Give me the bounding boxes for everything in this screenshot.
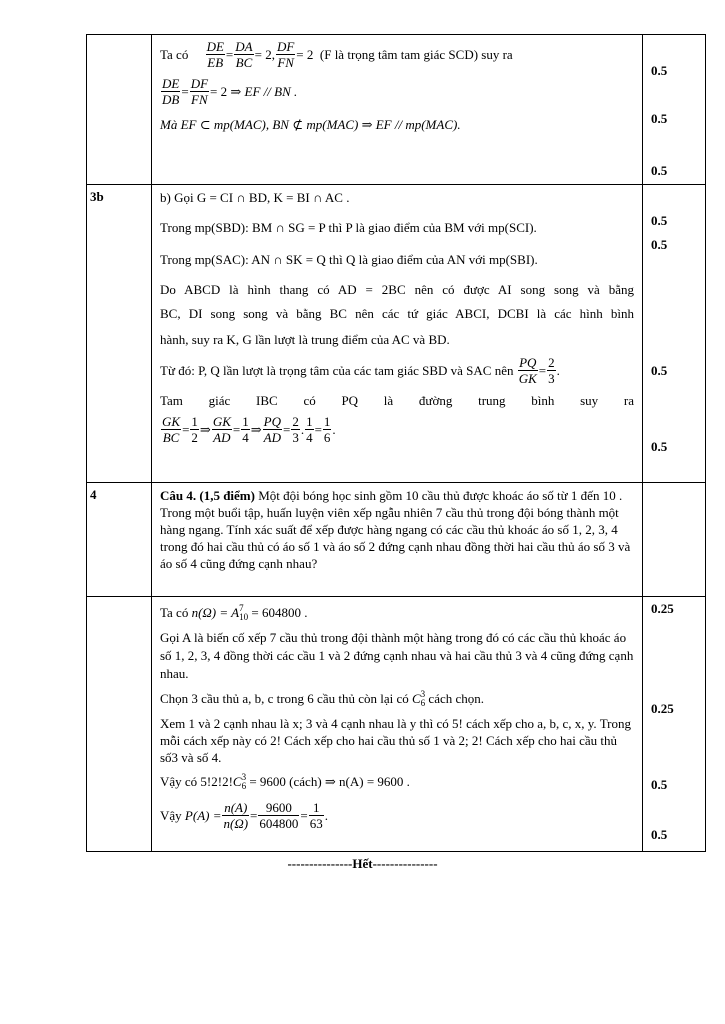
fraction: $\frac{1}{4}$ <box>242 414 249 445</box>
score-cell <box>643 35 706 185</box>
score: 0.5 <box>651 237 668 252</box>
text-line: Tam giác IBC có PQ là đường trung bình suy ra <box>160 393 634 408</box>
score: 0.5 <box>651 363 668 378</box>
formula: C <box>232 774 242 789</box>
row-content: Ta có $\frac{DE}{EB}$ = $\frac{DA}{BC}$ = 2, $\frac{DF}{FN}$ = 2 (F là trọng tâm tam giác SCD) suy ra $\frac{DE}{DB}$ = $\frac{DF}{FN}$ = 2 ⇒ EF // BN . Mà EF ⊂ mp(MAC), BN ⊄ mp(MAC) ⇒ EF // mp(MAC). <box>152 35 643 185</box>
end-marker: ---------------Hết--------------- <box>287 856 438 871</box>
fraction: $\frac{2}{3}$ <box>292 414 299 445</box>
question-cell <box>152 483 643 597</box>
table-row <box>87 483 706 597</box>
row-number <box>87 597 152 852</box>
score-cell <box>643 597 706 852</box>
text-line: ⇒ EF // BN . <box>230 83 298 99</box>
text-line: Ta có <box>160 605 189 620</box>
fraction: $\frac{DF}{FN}$ <box>190 76 209 107</box>
text-line: Xem 1 và 2 cạnh nhau là x; 3 và 4 cạnh nhau là y thì có 5! cách xếp cho a, b, c, x, y. Trong mỗi cách xếp này có 2! Cách xếp cho hai cầu thủ số 1 và 2; 2! Cách xếp cho hai cầu thủ số3 và số 4. <box>160 716 632 765</box>
fraction: $\frac{GK}{AD}$ <box>212 414 231 445</box>
score: 0.25 <box>651 601 674 616</box>
text-line: Vậy <box>160 807 182 823</box>
fraction: $\frac{DF}{FN}$ <box>276 39 295 70</box>
fraction: $\frac{PQ}{GK}$ <box>518 355 537 386</box>
fraction: $\frac{9600}{604800}$ <box>259 800 299 831</box>
row-content: Ta có n(Ω) = A 7 10 = 604800 . Gọi A là biến cố xếp 7 cầu thủ trong đội thành một hàng trong đó có các cầu thủ khoác áo số 1, 2, 3, 4 đồng thời các cầu 1 và 2 đứng cạnh nhau và hai cầu thủ 3 và 4 cũng đứng cạnh nhau. Chọn 3 cầu thủ a, b, c trong 6 cầu thủ còn lại có C 3 6 cách chọn. Xem 1 và 2 cạnh nhau là x; 3 và 4 cạnh nhau là y thì có 5! cách xếp cho a, b, c, x, y. Trong mỗi cách xếp này có 2! Cách xếp cho hai cầu thủ số 1 và 2; 2! Cách xếp cho hai cầu thủ số3 và số 4. Vậy có 5!2!2! C 3 6 = 9600 (cách) ⇒ n(A) = 9600 . Vậy P(A) = $\frac{n(A)}{n(\Omega)}$ = $\frac{9600}{604800}$ = $\frac{1}{63}$ . <box>152 597 643 852</box>
text-line: Trong mp(SBD): BM ∩ SG = P thì P là giao điểm của BM với mp(SCI). <box>160 220 537 235</box>
score: 0.5 <box>651 777 668 792</box>
score-cell <box>643 483 706 597</box>
score-cell <box>643 185 706 483</box>
fraction: $\frac{DA}{BC}$ <box>235 39 253 70</box>
row-number <box>87 35 152 185</box>
row-number: 4 <box>87 483 152 597</box>
score: 0.5 <box>651 439 668 454</box>
table-row <box>87 185 706 483</box>
question-title: Câu 4. (1,5 điểm) <box>160 488 255 503</box>
row-content: b) Gọi G = CI ∩ BD, K = BI ∩ AC . Trong mp(SBD): BM ∩ SG = P thì P là giao điểm của BM với mp(SCI). Trong mp(SAC): AN ∩ SK = Q thì Q là giao điểm của AN với mp(SBI). Do ABCD là hình thang có AD = 2BC nên có được AI song song và bằng BC, DI song song và bằng BC nên các tứ giác ABCI, DCBI là các hình bình hành, suy ra K, G lần lượt là trung điểm của AC và BD. Từ đó: P, Q lần lượt là trọng tâm của các tam giác SBD và SAC nên $\frac{PQ}{GK}$ = $\frac{2}{3}$ . Tam giác IBC có PQ là đường trung bình suy ra $\frac{GK}{BC}$ = $\frac{1}{2}$ ⇒ $\frac{GK}{AD}$ = $\frac{1}{4}$ ⇒ $\frac{PQ}{AD}$ = $\frac{2}{3}$ . $\frac{1}{4}$ = $\frac{1}{6}$ . <box>152 185 643 483</box>
text-line: BC, DI song song và bằng BC nên các tứ giác ABCI, DCBI là các hình bình <box>160 306 634 321</box>
fraction: $\frac{1}{2}$ <box>191 414 198 445</box>
text-line: cách chọn. <box>428 691 485 706</box>
text-line: Ta có <box>160 46 189 62</box>
text-line: Trong mp(SAC): AN ∩ SK = Q thì Q là giao điểm của AN với mp(SBI). <box>160 252 538 267</box>
text-line: Gọi A là biến cố xếp 7 cầu thủ trong đội thành một hàng trong đó có các cầu thủ khoác áo số 1, 2, 3, 4 đồng thời các cầu 1 và 2 đứng cạnh nhau và hai cầu thủ 3 và 4 cũng đứng cạnh nhau. <box>160 630 634 681</box>
formula: C <box>412 691 421 706</box>
formula: n(Ω) = A <box>191 605 240 620</box>
fraction: $\frac{1}{63}$ <box>309 800 323 831</box>
text-line: Vậy có 5!2!2! <box>160 774 233 789</box>
question-text <box>160 487 634 572</box>
formula: 7 10 <box>239 603 249 622</box>
text-line: (F là trọng tâm tam giác SCD) suy ra <box>319 46 513 62</box>
text-line: b) Gọi G = CI ∩ BD, K = BI ∩ AC . <box>160 190 350 205</box>
score: 0.5 <box>651 111 668 126</box>
text-line: = 9600 (cách) ⇒ n(A) = 9600 . <box>249 774 410 789</box>
score: 0.5 <box>651 63 668 78</box>
score: 0.25 <box>651 701 674 716</box>
score: 0.5 <box>651 163 668 178</box>
text-line: Chọn 3 cầu thủ a, b, c trong 6 cầu thủ còn lại có <box>160 691 409 706</box>
text-line: Từ đó: P, Q lần lượt là trọng tâm của các tam giác SBD và SAC nên <box>160 362 514 378</box>
fraction: $\frac{DE}{DB}$ <box>162 76 180 107</box>
answer-table <box>86 34 706 852</box>
table-row <box>87 597 706 852</box>
formula: 3 6 <box>420 689 426 708</box>
text-line: Mà EF ⊂ mp(MAC), BN ⊄ mp(MAC) ⇒ EF // mp(MAC). <box>160 117 461 132</box>
table-row <box>87 35 706 185</box>
score: 0.5 <box>651 213 668 228</box>
fraction: $\frac{1}{6}$ <box>323 414 331 445</box>
formula: P(A) = <box>184 807 222 823</box>
fraction: $\frac{n(A)}{n(\Omega)}$ <box>223 800 249 831</box>
text-line: hành, suy ra K, G lần lượt là trung điểm của AC và BD. <box>160 332 450 347</box>
question-body: Một đội bóng học sinh gồm 10 cầu thủ được khoác áo số từ 1 đến 10 . Trong một buổi tập, huấn luyện viên xếp ngẫu nhiên 7 cầu thủ trong đội bóng thành một hàng ngang. Tính xác suất để xếp được hàng ngang có các cầu thủ khoác áo số 1, 2, 3, 4 trong đó hai cầu thủ có áo số 1 và áo số 2 đứng cạnh nhau đồng thời hai cầu thủ áo số 3 và áo số 4 cũng đứng cạnh nhau? <box>160 488 631 571</box>
score: 0.5 <box>651 827 668 842</box>
fraction: $\frac{1}{4}$ <box>306 414 313 445</box>
formula: 3 6 <box>241 772 247 791</box>
fraction: $\frac{PQ}{AD}$ <box>263 414 281 445</box>
text-line: Do ABCD là hình thang có AD = 2BC nên có được AI song song và bằng <box>160 282 634 297</box>
row-number: 3b <box>87 185 152 483</box>
text-line: = 604800 . <box>251 605 308 620</box>
fraction: $\frac{2}{3}$ <box>548 355 555 386</box>
fraction: $\frac{GK}{BC}$ <box>162 414 181 445</box>
fraction: $\frac{DE}{EB}$ <box>206 39 224 70</box>
